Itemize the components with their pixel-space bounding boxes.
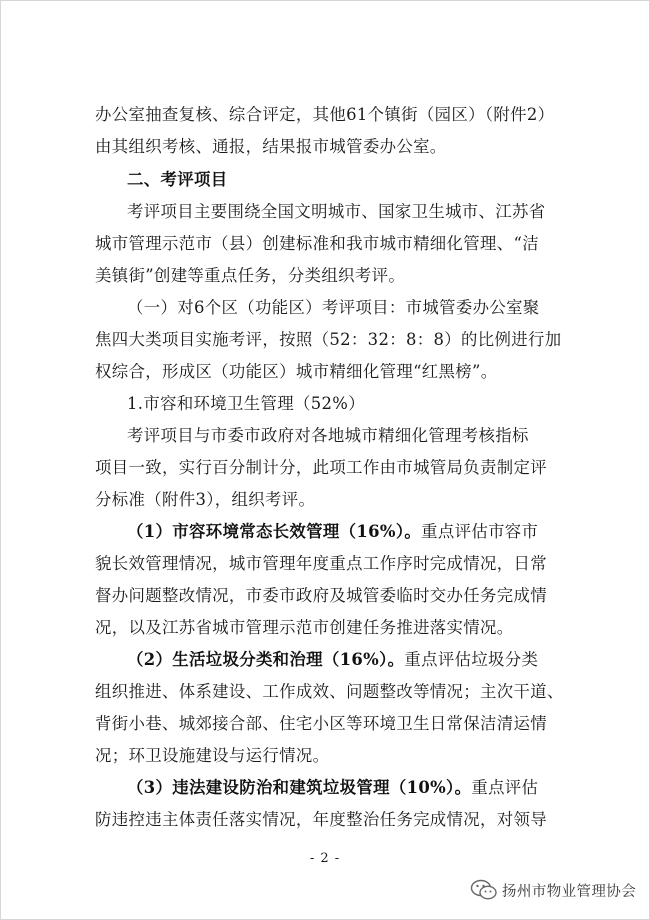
text-line: 美镇街”创建等重点任务，分类组织考评。	[95, 266, 406, 285]
subsection-heading: 1.市容和环境卫生管理（52%）	[127, 394, 365, 413]
text-line: 权综合，形成区（功能区）城市精细化管理“红黑榜”。	[95, 362, 498, 381]
text-line: 防违控违主体责任落实情况，年度整治任务完成情况，对领导	[95, 810, 547, 829]
item-text: 重点评估市容市	[421, 522, 539, 541]
text-line: 况；环卫设施建设与运行情况。	[95, 746, 330, 765]
text-line: 督办问题整改情况，市委市政府及城管委临时交办任务完成情	[95, 586, 547, 605]
item-title: （3）违法建设防治和建筑垃圾管理（10%）。	[127, 778, 472, 797]
text-line: 考评项目主要围绕全国文明城市、国家卫生城市、江苏省	[127, 202, 546, 221]
section-heading: 二、考评项目	[127, 170, 228, 189]
text-line: 由其组织考核、通报，结果报市城管委办公室。	[95, 137, 447, 156]
text-line: 考评项目与市委市政府对各地城市精细化管理考核指标	[127, 426, 529, 445]
text-line: （一）对6个区（功能区）考评项目：市城管委办公室聚	[127, 298, 540, 317]
item-title: （2）生活垃圾分类和治理（16%）。	[127, 650, 405, 669]
item-title: （1）市容环境常态长效管理（16%）。	[127, 522, 422, 541]
text-line: 背街小巷、城郊接合部、住宅小区等环境卫生日常保洁清运情	[95, 714, 547, 733]
wechat-icon	[470, 878, 498, 902]
item-text: 重点评估垃圾分类	[404, 650, 539, 669]
text-line: 貌长效管理情况，城市管理年度重点工作序时完成情况，日常	[95, 554, 547, 573]
text-line: 焦四大类项目实施考评，按照（52：32：8：8）的比例进行加	[95, 330, 562, 349]
item-text: 重点评估	[471, 778, 539, 797]
text-line: 况，以及江苏省城市管理示范市创建任务推进落实情况。	[95, 618, 514, 637]
text-line: 组织推进、体系建设、工作成效、问题整改等情况；主次干道、	[95, 682, 564, 701]
text-line: 城市管理示范市（县）创建标准和我市城市精细化管理、“洁	[95, 234, 539, 253]
watermark	[470, 874, 636, 906]
text-line: 分标准（附件3），组织考评。	[95, 490, 316, 509]
item-line	[127, 778, 575, 800]
item-line	[127, 522, 575, 544]
text-line: 办公室抽查复核、综合评定，其他61个镇街（园区）（附件2）	[95, 105, 555, 124]
watermark-text: 扬州市物业管理协会	[502, 883, 637, 900]
item-line	[127, 650, 575, 672]
page-number: - 2 -	[309, 851, 341, 866]
text-line: 项目一致，实行百分制计分，此项工作由市城管局负责制定评	[95, 458, 547, 477]
